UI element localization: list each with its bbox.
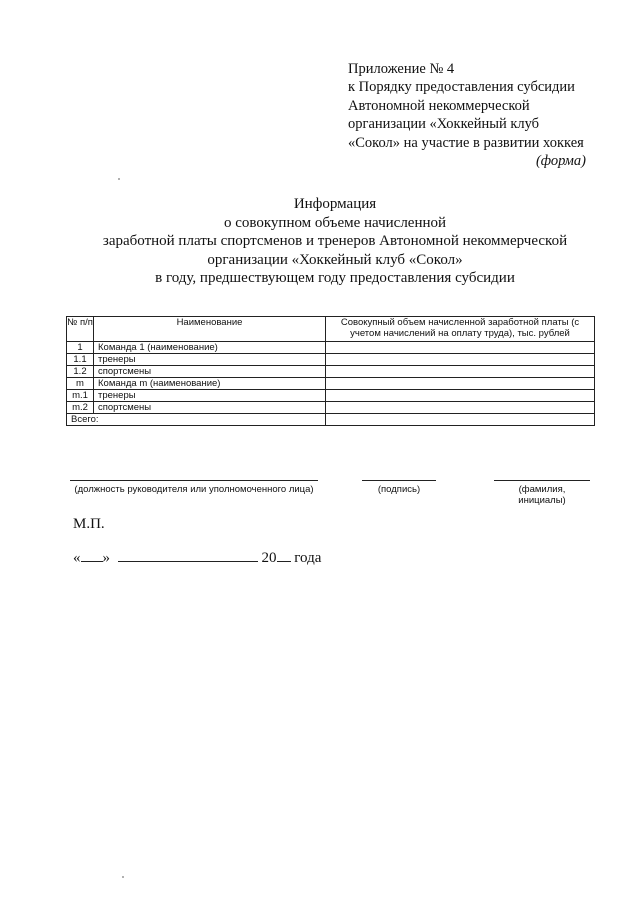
name-line bbox=[494, 480, 590, 481]
table-total-row bbox=[67, 414, 595, 426]
scan-speck bbox=[122, 876, 124, 878]
signature-line bbox=[362, 480, 436, 481]
row-num: m bbox=[67, 378, 94, 390]
row-num: 1.2 bbox=[67, 366, 94, 378]
signature-caption: (подпись) bbox=[377, 484, 421, 495]
header-value: Совокупный объем начисленной заработной платы (с учетом начислений на оплату труда), тыс. рублей bbox=[326, 317, 595, 342]
date-line bbox=[73, 550, 321, 567]
position-line bbox=[70, 480, 318, 481]
scan-speck bbox=[118, 178, 120, 180]
table-row bbox=[67, 366, 595, 378]
year-blank bbox=[277, 561, 291, 562]
table-row bbox=[67, 378, 595, 390]
row-name: Команда 1 (наименование) bbox=[94, 342, 326, 354]
row-num: 1.1 bbox=[67, 354, 94, 366]
appendix-line: Автономной некоммерческой bbox=[348, 97, 530, 114]
title-line: Информация bbox=[293, 196, 377, 212]
row-name: тренеры bbox=[94, 354, 326, 366]
form-label: (форма) bbox=[535, 153, 586, 170]
header-num: № п/п bbox=[67, 317, 94, 342]
position-caption: (должность руководителя или уполномоченного лица) bbox=[74, 484, 314, 495]
table-row bbox=[67, 342, 595, 354]
row-value bbox=[326, 354, 595, 366]
date-open-quote: « bbox=[73, 550, 81, 566]
table-row bbox=[67, 354, 595, 366]
title-line: о совокупном объеме начисленной bbox=[223, 214, 447, 231]
title-line: организации «Хоккейный клуб «Сокол» bbox=[207, 251, 463, 268]
appendix-line: Приложение № 4 bbox=[348, 61, 455, 77]
appendix-header bbox=[348, 60, 598, 170]
day-blank bbox=[81, 561, 103, 562]
row-value bbox=[326, 390, 595, 402]
date-close-quote: » bbox=[102, 550, 110, 566]
table-header-row bbox=[67, 317, 595, 342]
header-name: Наименование bbox=[94, 317, 326, 342]
total-label: Всего: bbox=[67, 414, 326, 426]
row-name: тренеры bbox=[94, 390, 326, 402]
name-signature-block bbox=[494, 480, 590, 506]
row-num: m.2 bbox=[67, 402, 94, 414]
title-line: в году, предшествующем году предоставления субсидии bbox=[155, 270, 515, 287]
year-suffix: года bbox=[294, 550, 322, 566]
row-value bbox=[326, 402, 595, 414]
month-blank bbox=[118, 561, 258, 562]
row-num: m.1 bbox=[67, 390, 94, 402]
table-row bbox=[67, 402, 595, 414]
position-signature-block bbox=[70, 480, 318, 495]
row-value bbox=[326, 366, 595, 378]
row-value bbox=[326, 378, 595, 390]
table-row bbox=[67, 390, 595, 402]
year-prefix: 20 bbox=[261, 550, 277, 566]
appendix-line: «Сокол» на участие в развитии хоккея bbox=[348, 134, 584, 151]
appendix-line: организации «Хоккейный клуб bbox=[348, 116, 540, 133]
row-value bbox=[326, 342, 595, 354]
name-caption: (фамилия, инициалы) bbox=[518, 484, 566, 506]
stamp-place: М.П. bbox=[73, 516, 105, 532]
row-name: Команда m (наименование) bbox=[94, 378, 326, 390]
row-num: 1 bbox=[67, 342, 94, 354]
row-name: спортсмены bbox=[94, 366, 326, 378]
title-line: заработной платы спортсменов и тренеров Автономной некоммерческой bbox=[102, 233, 568, 250]
appendix-line: к Порядку предоставления субсидии bbox=[348, 79, 575, 96]
document-title bbox=[70, 195, 600, 288]
salary-table bbox=[66, 316, 595, 426]
total-value bbox=[326, 414, 595, 426]
row-name: спортсмены bbox=[94, 402, 326, 414]
signature-block bbox=[362, 480, 436, 495]
